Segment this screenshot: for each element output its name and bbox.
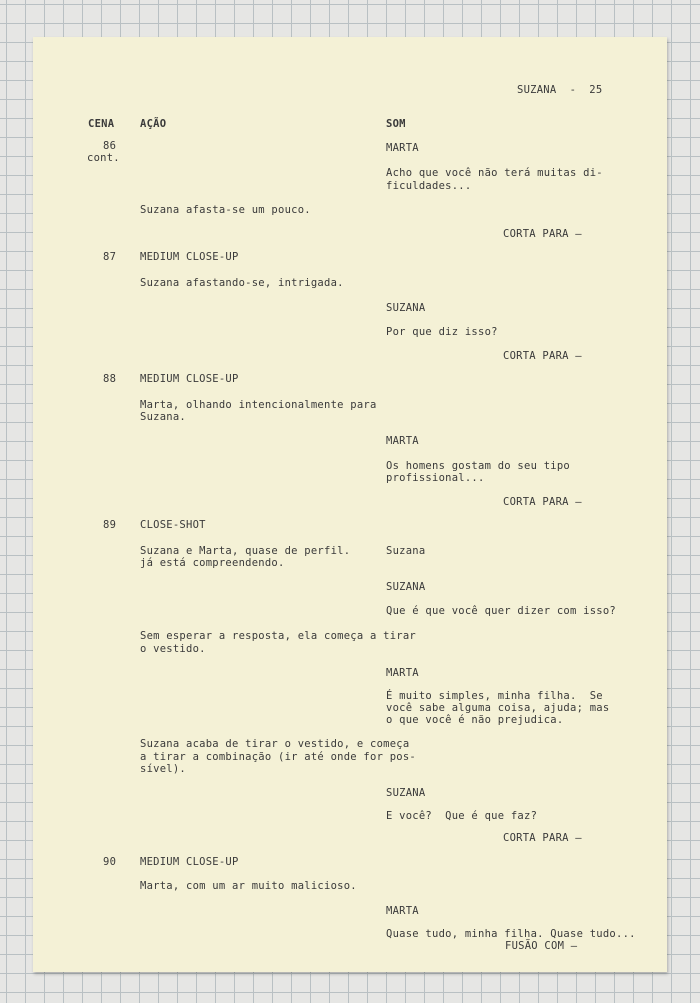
- dialogue-line: Os homens gostam do seu tipo: [386, 460, 571, 472]
- dialogue-line: Por que diz isso?: [386, 326, 498, 338]
- transition-cut: CORTA PARA —: [503, 228, 582, 240]
- dialogue-line: Acho que você não terá muitas di-: [386, 167, 603, 179]
- action-line: Suzana afasta-se um pouco.: [140, 204, 311, 216]
- character-name: SUZANA: [386, 581, 426, 593]
- transition-fade: FUSÃO COM —: [505, 940, 578, 952]
- shot-type: MEDIUM CLOSE-UP: [140, 251, 239, 263]
- character-name: MARTA: [386, 142, 419, 154]
- scene-number: 89: [103, 519, 117, 531]
- transition-cut: CORTA PARA —: [503, 350, 582, 362]
- action-line: Suzana acaba de tirar o vestido, e começa: [140, 738, 410, 750]
- column-header-cena: CENA: [88, 118, 115, 130]
- page-header: SUZANA - 25: [517, 84, 603, 96]
- shot-type: MEDIUM CLOSE-UP: [140, 373, 239, 385]
- action-line: Suzana.: [140, 411, 187, 423]
- scene-number: 88: [103, 373, 117, 385]
- script-page: [33, 37, 667, 972]
- character-name: MARTA: [386, 905, 419, 917]
- dialogue-line: o que você é não prejudica.: [386, 714, 564, 726]
- dialogue-line: E você? Que é que faz?: [386, 810, 538, 822]
- character-name: MARTA: [386, 667, 419, 679]
- shot-type: MEDIUM CLOSE-UP: [140, 856, 239, 868]
- action-line: Marta, olhando intencionalmente para: [140, 399, 377, 411]
- action-line: Suzana afastando-se, intrigada.: [140, 277, 344, 289]
- action-line: o vestido.: [140, 643, 206, 655]
- column-header-acao: AÇÃO: [140, 118, 167, 130]
- dialogue-line: ficuldades...: [386, 180, 472, 192]
- character-name: SUZANA: [386, 302, 426, 314]
- dialogue-line: Que é que você quer dizer com isso?: [386, 605, 617, 617]
- sound-cue: Suzana: [386, 545, 426, 557]
- character-name: SUZANA: [386, 787, 426, 799]
- scene-number: 90: [103, 856, 117, 868]
- action-line: Marta, com um ar muito malicioso.: [140, 880, 357, 892]
- transition-cut: CORTA PARA —: [503, 496, 582, 508]
- column-header-som: SOM: [386, 118, 406, 130]
- transition-cut: CORTA PARA —: [503, 832, 582, 844]
- dialogue-line: É muito simples, minha filha. Se: [386, 690, 603, 702]
- dialogue-line: profissional...: [386, 472, 485, 484]
- action-line: sível).: [140, 763, 187, 775]
- action-line: Suzana e Marta, quase de perfil.: [140, 545, 351, 557]
- action-line: já está compreendendo.: [140, 557, 285, 569]
- action-line: Sem esperar a resposta, ela começa a tirar: [140, 630, 417, 642]
- scene-number: 86: [103, 140, 117, 152]
- dialogue-line: Quase tudo, minha filha. Quase tudo...: [386, 928, 636, 940]
- scene-continued-label: cont.: [87, 152, 120, 164]
- scene-number: 87: [103, 251, 117, 263]
- dialogue-line: você sabe alguma coisa, ajuda; mas: [386, 702, 610, 714]
- action-line: a tirar a combinação (ir até onde for pos-: [140, 751, 417, 763]
- shot-type: CLOSE-SHOT: [140, 519, 206, 531]
- character-name: MARTA: [386, 435, 419, 447]
